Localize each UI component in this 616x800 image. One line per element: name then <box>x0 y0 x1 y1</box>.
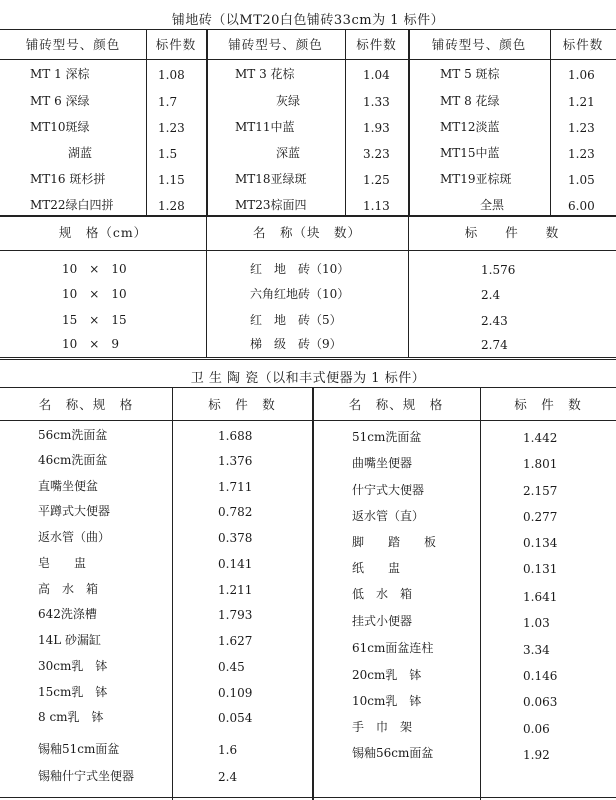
sanitary-item-name: 返水管（直） <box>352 509 425 523</box>
divider <box>345 29 346 215</box>
tile-count: 3.23 <box>363 147 390 161</box>
sanitary-item-count: 0.131 <box>523 562 558 576</box>
sanitary-header-count: 标 件 数 <box>208 397 276 412</box>
divider <box>172 387 173 800</box>
sanitary-item-name: 锡釉什宁式坐便器 <box>38 769 135 783</box>
tile-model: MT10斑绿 <box>30 120 90 134</box>
sanitary-item-count: 1.211 <box>218 583 253 597</box>
brick-count: 2.74 <box>481 338 508 352</box>
tile-count: 1.23 <box>568 147 595 161</box>
sanitary-item-count: 0.378 <box>218 531 253 545</box>
sanitary-item-name: 曲嘴坐便器 <box>352 456 413 470</box>
sanitary-item-count: 1.92 <box>523 748 550 762</box>
sanitary-item-name: 56cm洗面盆 <box>38 428 108 442</box>
sanitary-item-name: 锡釉56cm面盆 <box>352 746 434 760</box>
tile-header-count: 标件数 <box>155 37 197 52</box>
sanitary-item-count: 1.376 <box>218 454 253 468</box>
tile-count: 1.25 <box>363 173 390 187</box>
sanitary-item-count: 0.06 <box>523 722 550 736</box>
divider <box>0 250 616 251</box>
tile-header-count: 标件数 <box>562 37 604 52</box>
sanitary-item-count: 1.03 <box>523 616 550 630</box>
sanitary-item-count: 1.688 <box>218 429 253 443</box>
brick-header-size: 规 格（cm） <box>58 225 148 240</box>
sanitary-header-name: 名 称、规 格 <box>348 397 444 412</box>
tile-count: 6.00 <box>568 199 595 213</box>
sanitary-section-title: 卫 生 陶 瓷（以和丰式便器为 1 标件） <box>190 371 426 386</box>
sanitary-item-name: 锡釉51cm面盆 <box>38 742 120 756</box>
divider <box>0 59 616 60</box>
brick-count: 1.576 <box>481 263 516 277</box>
tile-header-count: 标件数 <box>356 37 397 52</box>
divider <box>408 29 410 215</box>
tile-model: MT 5 斑棕 <box>440 67 500 81</box>
tile-model: MT19亚棕斑 <box>440 172 512 186</box>
sanitary-item-count: 2.4 <box>218 770 238 784</box>
tile-model: MT18亚绿斑 <box>235 172 307 186</box>
divider <box>206 29 208 215</box>
sanitary-item-name: 20cm乳 钵 <box>352 668 422 682</box>
tile-section-title: 铺地砖（以MT20白色铺砖33cm为 1 标件） <box>171 13 445 28</box>
brick-header-name: 名 称（块 数） <box>252 225 361 240</box>
divider <box>0 29 616 30</box>
tile-header-model: 铺砖型号、颜色 <box>431 37 527 52</box>
sanitary-item-count: 0.063 <box>523 695 558 709</box>
tile-model: MT22绿白四拼 <box>30 198 114 212</box>
sanitary-item-name: 15cm乳 钵 <box>38 685 108 699</box>
sanitary-item-name: 脚 踏 板 <box>352 535 437 549</box>
sanitary-item-count: 0.109 <box>218 686 253 700</box>
tile-count: 1.28 <box>158 199 185 213</box>
tile-header-model: 铺砖型号、颜色 <box>228 37 323 52</box>
tile-count: 1.23 <box>158 121 185 135</box>
sanitary-item-count: 1.627 <box>218 634 253 648</box>
sanitary-item-name: 什宁式大便器 <box>352 483 425 497</box>
sanitary-item-name: 8 cm乳 钵 <box>38 710 104 724</box>
sanitary-item-name: 直嘴坐便盆 <box>38 479 99 493</box>
sanitary-item-name: 平蹲式大便器 <box>38 504 111 518</box>
sanitary-item-name: 51cm洗面盆 <box>352 430 422 444</box>
divider <box>0 357 616 360</box>
tile-model: 灰绿 <box>276 94 301 108</box>
tile-model: MT 8 花绿 <box>440 94 500 108</box>
sanitary-item-count: 1.641 <box>523 590 558 604</box>
tile-model: MT11中蓝 <box>235 120 295 134</box>
sanitary-item-count: 0.054 <box>218 711 253 725</box>
divider <box>312 387 314 800</box>
divider <box>0 387 616 388</box>
brick-size: 10 × 10 <box>62 262 127 276</box>
tile-model: MT12淡蓝 <box>440 120 500 134</box>
sanitary-item-name: 返水管（曲） <box>38 530 111 544</box>
sanitary-item-name: 10cm乳 钵 <box>352 694 422 708</box>
sanitary-item-name: 皂 盅 <box>38 556 87 570</box>
sanitary-item-count: 1.793 <box>218 608 253 622</box>
sanitary-item-count: 1.442 <box>523 431 558 445</box>
brick-count: 2.43 <box>481 314 508 328</box>
tile-count: 1.08 <box>158 68 185 82</box>
sanitary-item-name: 纸 盅 <box>352 561 401 575</box>
brick-size: 15 × 15 <box>62 313 127 327</box>
divider <box>146 29 147 215</box>
sanitary-item-count: 0.134 <box>523 536 558 550</box>
sanitary-item-count: 0.782 <box>218 505 253 519</box>
brick-count: 2.4 <box>481 288 501 302</box>
tile-model: MT 3 花棕 <box>235 67 295 81</box>
tile-header-model: 铺砖型号、颜色 <box>25 37 121 52</box>
sanitary-item-name: 642洗涤槽 <box>38 607 97 621</box>
tile-count: 1.7 <box>158 95 178 109</box>
tile-model: 全黑 <box>480 198 505 212</box>
sanitary-header-count: 标 件 数 <box>514 397 582 412</box>
tile-model: 深蓝 <box>276 146 301 160</box>
divider <box>0 215 616 217</box>
tile-model: MT 1 深棕 <box>30 67 90 81</box>
tile-count: 1.15 <box>158 173 185 187</box>
tile-count: 1.21 <box>568 95 595 109</box>
sanitary-item-name: 低 水 箱 <box>352 587 413 601</box>
tile-count: 1.5 <box>158 147 178 161</box>
tile-count: 1.13 <box>363 199 390 213</box>
divider <box>480 387 481 800</box>
tile-count: 1.04 <box>363 68 390 82</box>
sanitary-item-count: 1.6 <box>218 743 238 757</box>
sanitary-item-name: 挂式小便器 <box>352 614 413 628</box>
sanitary-item-name: 46cm洗面盆 <box>38 453 108 467</box>
sanitary-item-count: 1.801 <box>523 457 558 471</box>
brick-name: 六角红地砖（10） <box>250 287 350 301</box>
tile-count: 1.06 <box>568 68 595 82</box>
tile-model: MT15中蓝 <box>440 146 500 160</box>
tile-model: 湖蓝 <box>68 146 93 160</box>
brick-size: 10 × 10 <box>62 287 127 301</box>
sanitary-item-name: 61cm面盆连柱 <box>352 641 434 655</box>
tile-count: 1.93 <box>363 121 390 135</box>
tile-count: 1.05 <box>568 173 595 187</box>
tile-count: 1.33 <box>363 95 390 109</box>
brick-size: 10 × 9 <box>62 337 119 351</box>
sanitary-item-count: 1.711 <box>218 480 253 494</box>
sanitary-header-name: 名 称、规 格 <box>38 397 134 412</box>
sanitary-item-name: 手 巾 架 <box>352 720 413 734</box>
tile-model: MT23棕面四 <box>235 198 307 212</box>
sanitary-item-count: 0.141 <box>218 557 253 571</box>
divider <box>550 29 551 215</box>
brick-name: 红 地 砖（10） <box>250 262 350 276</box>
sanitary-item-count: 2.157 <box>523 484 558 498</box>
tile-model: MT 6 深绿 <box>30 94 90 108</box>
sanitary-item-count: 0.277 <box>523 510 558 524</box>
tile-model: MT16 斑杉拼 <box>30 172 106 186</box>
brick-name: 梯 级 砖（9） <box>250 337 342 351</box>
divider <box>0 420 616 421</box>
sanitary-item-count: 3.34 <box>523 643 550 657</box>
sanitary-item-count: 0.146 <box>523 669 558 683</box>
sanitary-item-name: 14L 砂漏缸 <box>38 633 102 647</box>
brick-name: 红 地 砖（5） <box>250 313 342 327</box>
divider <box>0 797 616 798</box>
tile-count: 1.23 <box>568 121 595 135</box>
sanitary-item-name: 30cm乳 钵 <box>38 659 108 673</box>
sanitary-item-name: 高 水 箱 <box>38 582 99 596</box>
brick-header-count: 标 件 数 <box>464 225 560 240</box>
sanitary-item-count: 0.45 <box>218 660 245 674</box>
